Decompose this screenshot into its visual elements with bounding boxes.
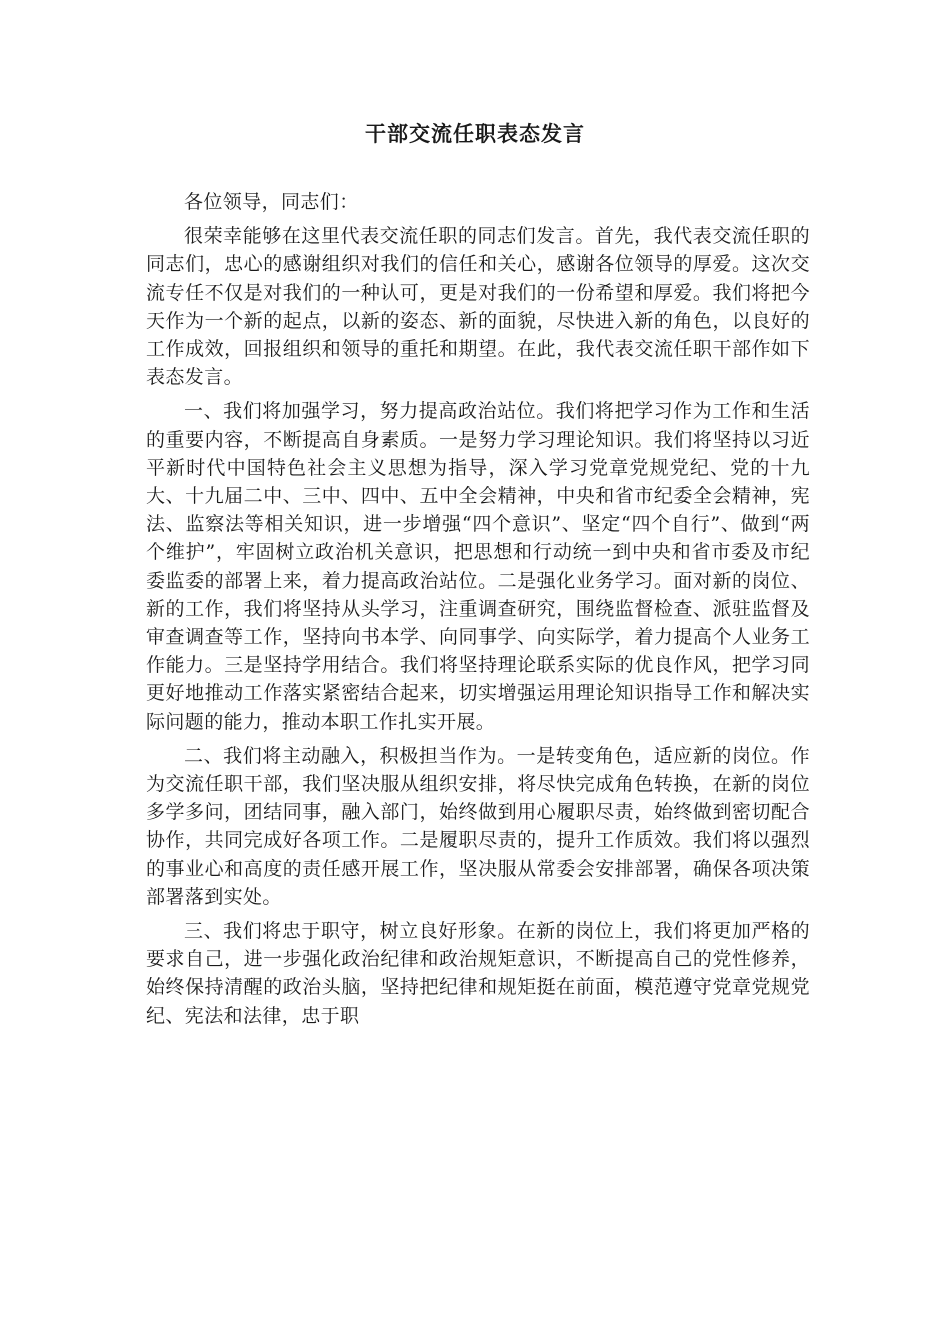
paragraph-section-three: 三、我们将忠于职守，树立良好形象。在新的岗位上，我们将更加严格的要求自己，进一步强化政治纪律和政治规矩意识，不断提高自己的党性修养，始终保持清醒的政治头脑，坚持把纪律和规矩挺在前面，模范遵守党章党规党纪、宪法和法律，忠于职 — [146, 920, 810, 1027]
salutation: 各位领导，同志们： — [184, 191, 359, 213]
document-title: 干部交流任职表态发言 — [365, 121, 585, 146]
document-body — [146, 188, 810, 1036]
paragraph-intro: 很荣幸能够在这里代表交流任职的同志们发言。首先，我代表交流任职的同志们，忠心的感谢组织对我们的信任和关心，感谢各位领导的厚爱。这次交流专任不仅是对我们的一种认可，更是对我们的一份希望和厚爱。我们将把今天作为一个新的起点，以新的姿态、新的面貌，尽快进入新的角色，以良好的工作成效，回报组织和领导的重托和期望。在此，我代表交流任职干部作如下表态发言。 — [146, 225, 810, 389]
paragraph-section-one: 一、我们将加强学习，努力提高政治站位。我们将把学习作为工作和生活的重要内容，不断提高自身素质。一是努力学习理论知识。我们将坚持以习近平新时代中国特色社会主义思想为指导，深入学习党章党规党纪、党的十九大、十九届二中、三中、四中、五中全会精神，中央和省市纪委全会精神，宪法、监察法等相关知识，进一步增强“四个意识”、坚定“四个自行”、做到“两个维护”，牢固树立政治机关意识，把思想和行动统一到中央和省市委及市纪委监委的部署上来，着力提高政治站位。二是强化业务学习。面对新的岗位、新的工作，我们将坚持从头学习，注重调查研究，围绕监督检查、派驻监督及审查调查等工作，坚持向书本学、向同事学、向实际学，着力提高个人业务工作能力。三是坚持学用结合。我们将坚持理论联系实际的优良作风，把学习同更好地推动工作落实紧密结合起来，切实增强运用理论知识指导工作和解决实际问题的能力，推动本职工作扎实开展。 — [146, 400, 810, 733]
paragraph-section-two: 二、我们将主动融入，积极担当作为。一是转变角色，适应新的岗位。作为交流任职干部，我们坚决服从组织安排，将尽快完成角色转换，在新的岗位多学多问，团结同事，融入部门，始终做到用心履职尽责，始终做到密切配合协作，共同完成好各项工作。二是履职尽责的，提升工作质效。我们将以强烈的事业心和高度的责任感开展工作，坚决服从常委会安排部署，确保各项决策部署落到实处。 — [146, 744, 810, 908]
